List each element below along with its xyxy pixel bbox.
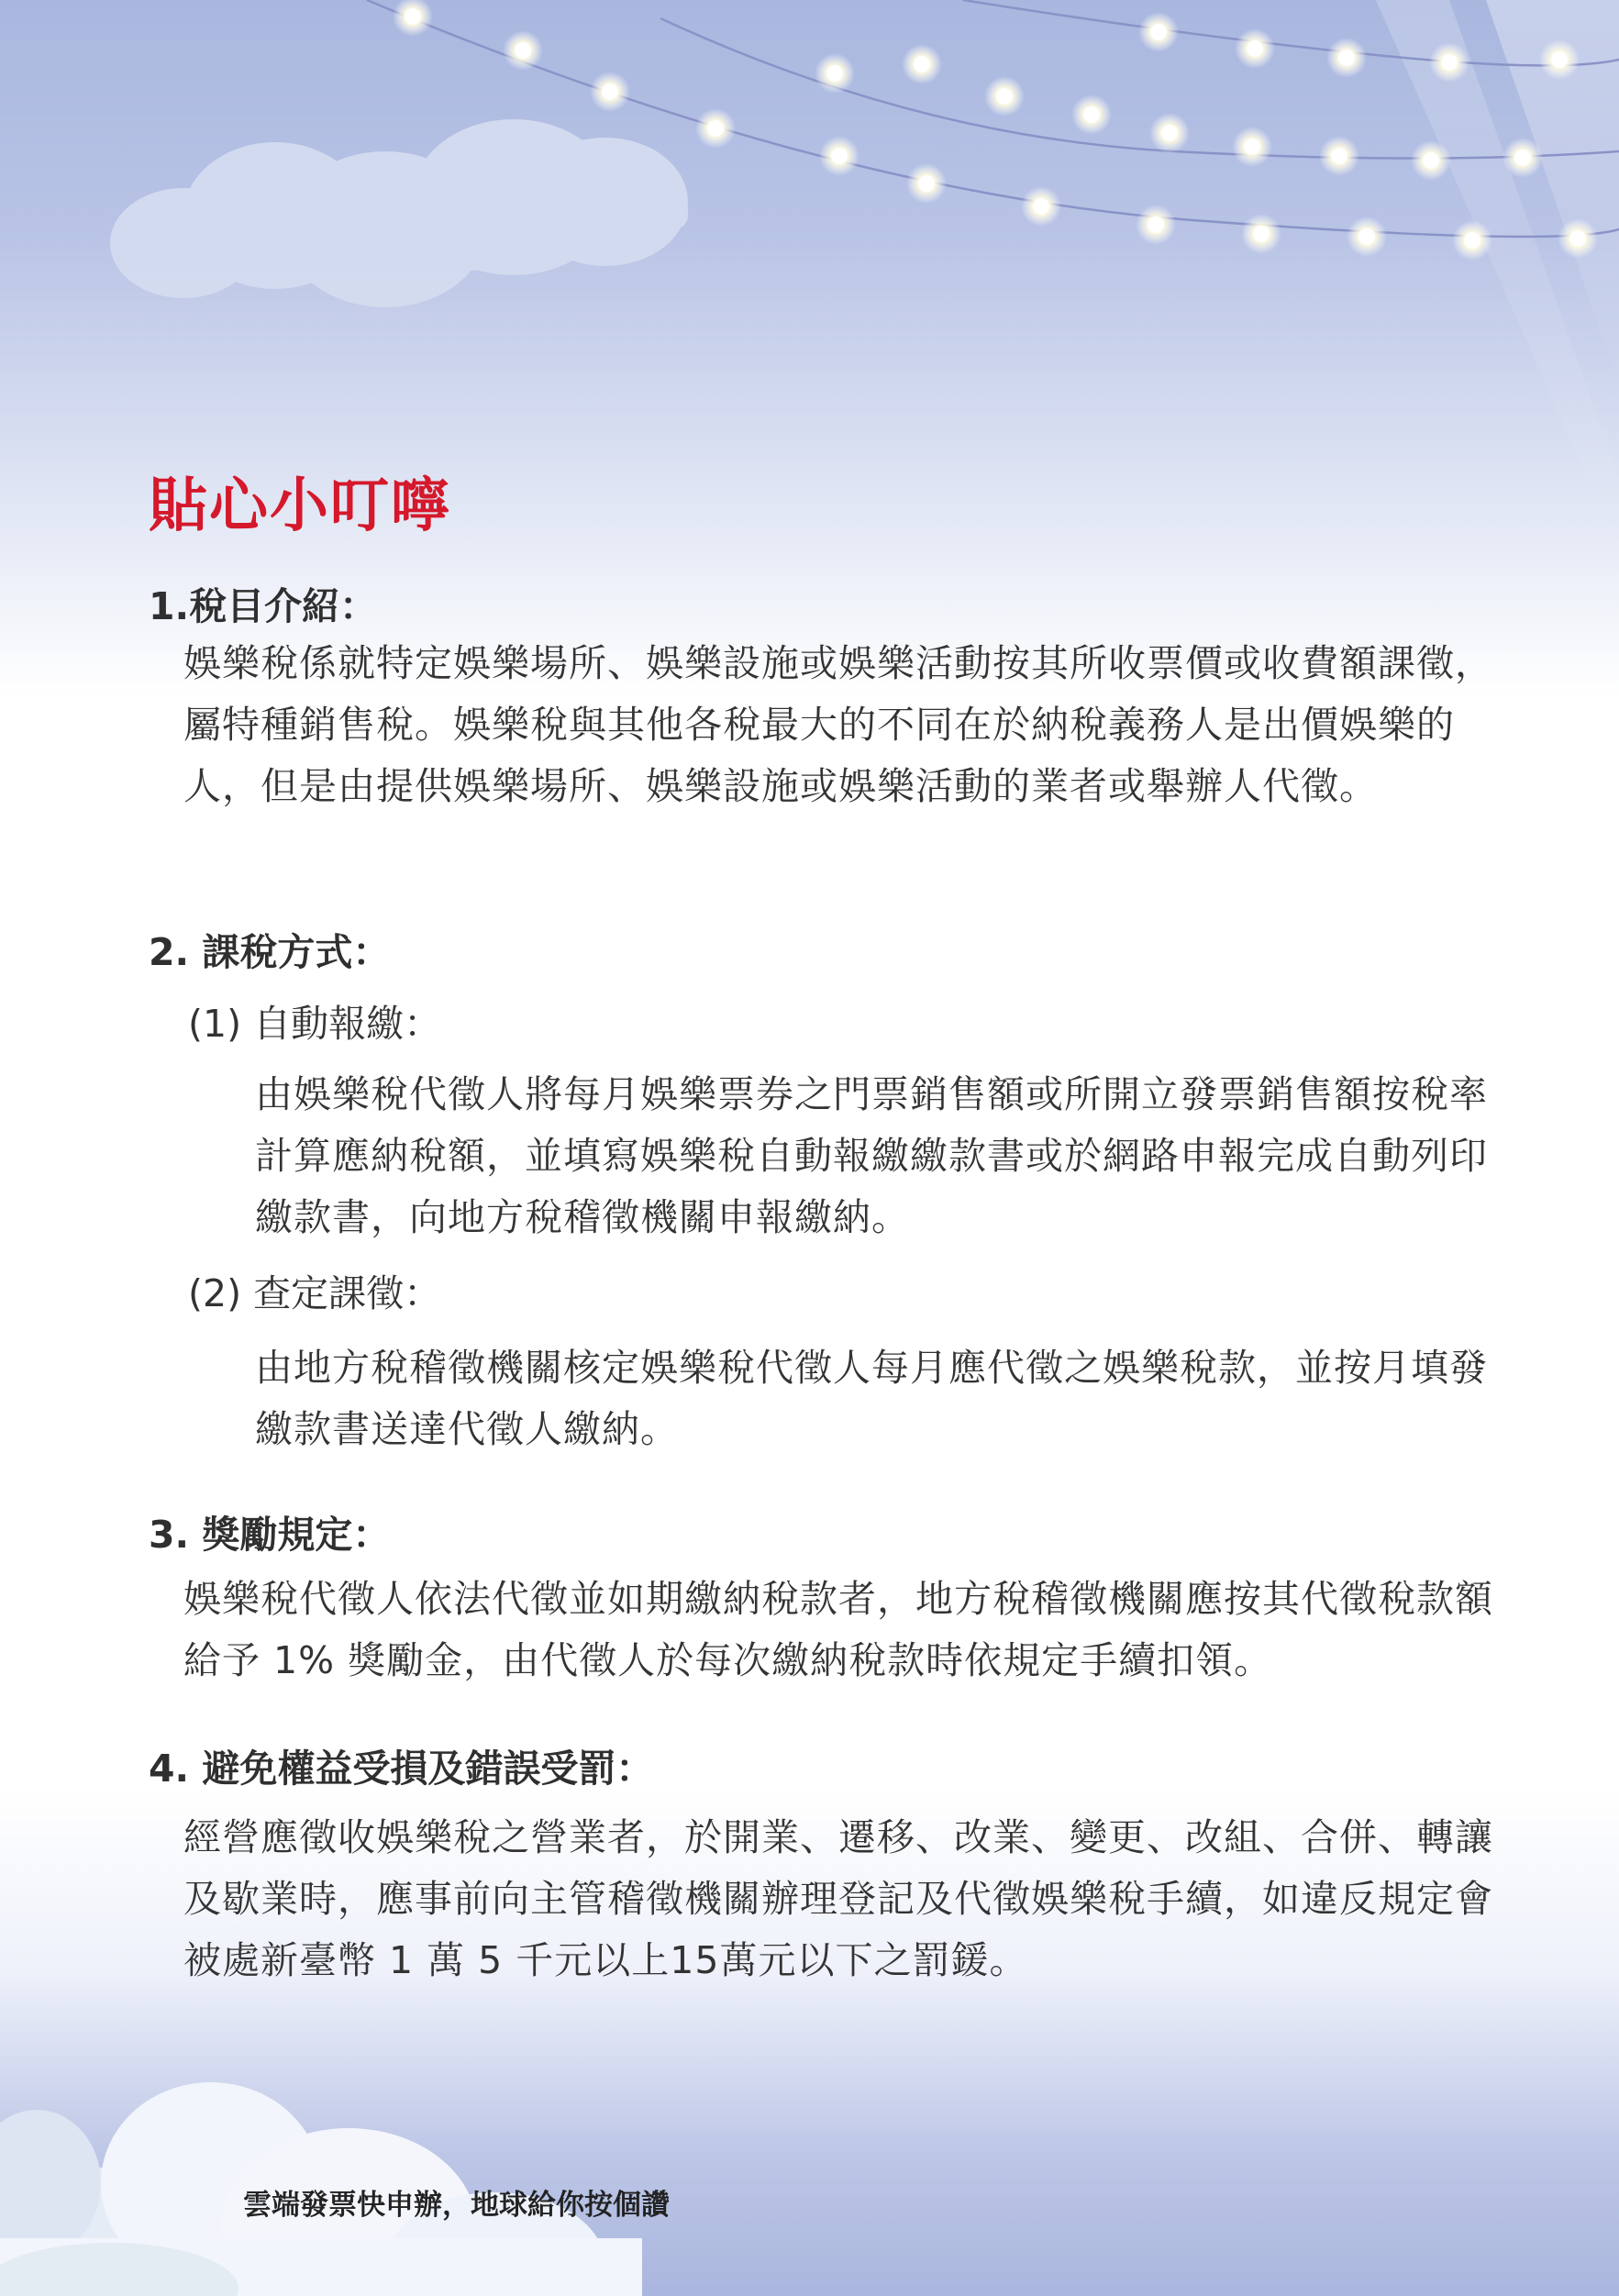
- section-body-4: 經營應徵收娛樂稅之營業者，於開業、遷移、改業、變更、改組、合併、轉讓及歇業時，應事前向主管稽徵機關辦理登記及代徵娛樂稅手續，如違反規定會被處新臺幣 1 萬 5 千元以上15萬元以下之罰鍰。: [183, 1815, 1493, 1982]
- subsection-body-1: 由娛樂稅代徵人將每月娛樂票券之門票銷售額或所開立發票銷售額按稅率計算應納稅額，並填寫娛樂稅自動報繳繳款書或於網路申報完成自動列印繳款書，向地方稅稽徵機關申報繳納。: [255, 1072, 1488, 1239]
- subsection-label-2: (2) 查定課徵：: [188, 1271, 442, 1315]
- section-heading-1: 1.稅目介紹：: [149, 584, 378, 628]
- section-body-3: 娛樂稅代徵人依法代徵並如期繳納稅款者，地方稅稽徵機關應按其代徵稅款額給予 1% 獎勵金，由代徵人於每次繳納稅款時依規定手續扣領。: [183, 1577, 1493, 1682]
- section-heading-4: 4. 避免權益受損及錯誤受罰：: [149, 1747, 654, 1791]
- footer-slogan: 雲端發票快申辦，地球給你按個讚: [243, 2189, 670, 2222]
- page-title: 貼心小叮嚀: [149, 472, 451, 540]
- section-heading-3: 3. 獎勵規定：: [149, 1513, 391, 1557]
- subsection-body-2: 由地方稅稽徵機關核定娛樂稅代徵人每月應代徵之娛樂稅款，並按月填發繳款書送達代徵人繳納。: [255, 1346, 1488, 1451]
- subsection-label-1: (1) 自動報繳：: [188, 1002, 442, 1046]
- section-body-1: 娛樂稅係就特定娛樂場所、娛樂設施或娛樂活動按其所收票價或收費額課徵，屬特種銷售稅。娛樂稅與其他各稅最大的不同在於納稅義務人是出價娛樂的人，但是由提供娛樂場所、娛樂設施或娛樂活動的業者或舉辦人代徵。: [183, 641, 1493, 808]
- section-heading-2: 2. 課稅方式：: [149, 930, 391, 974]
